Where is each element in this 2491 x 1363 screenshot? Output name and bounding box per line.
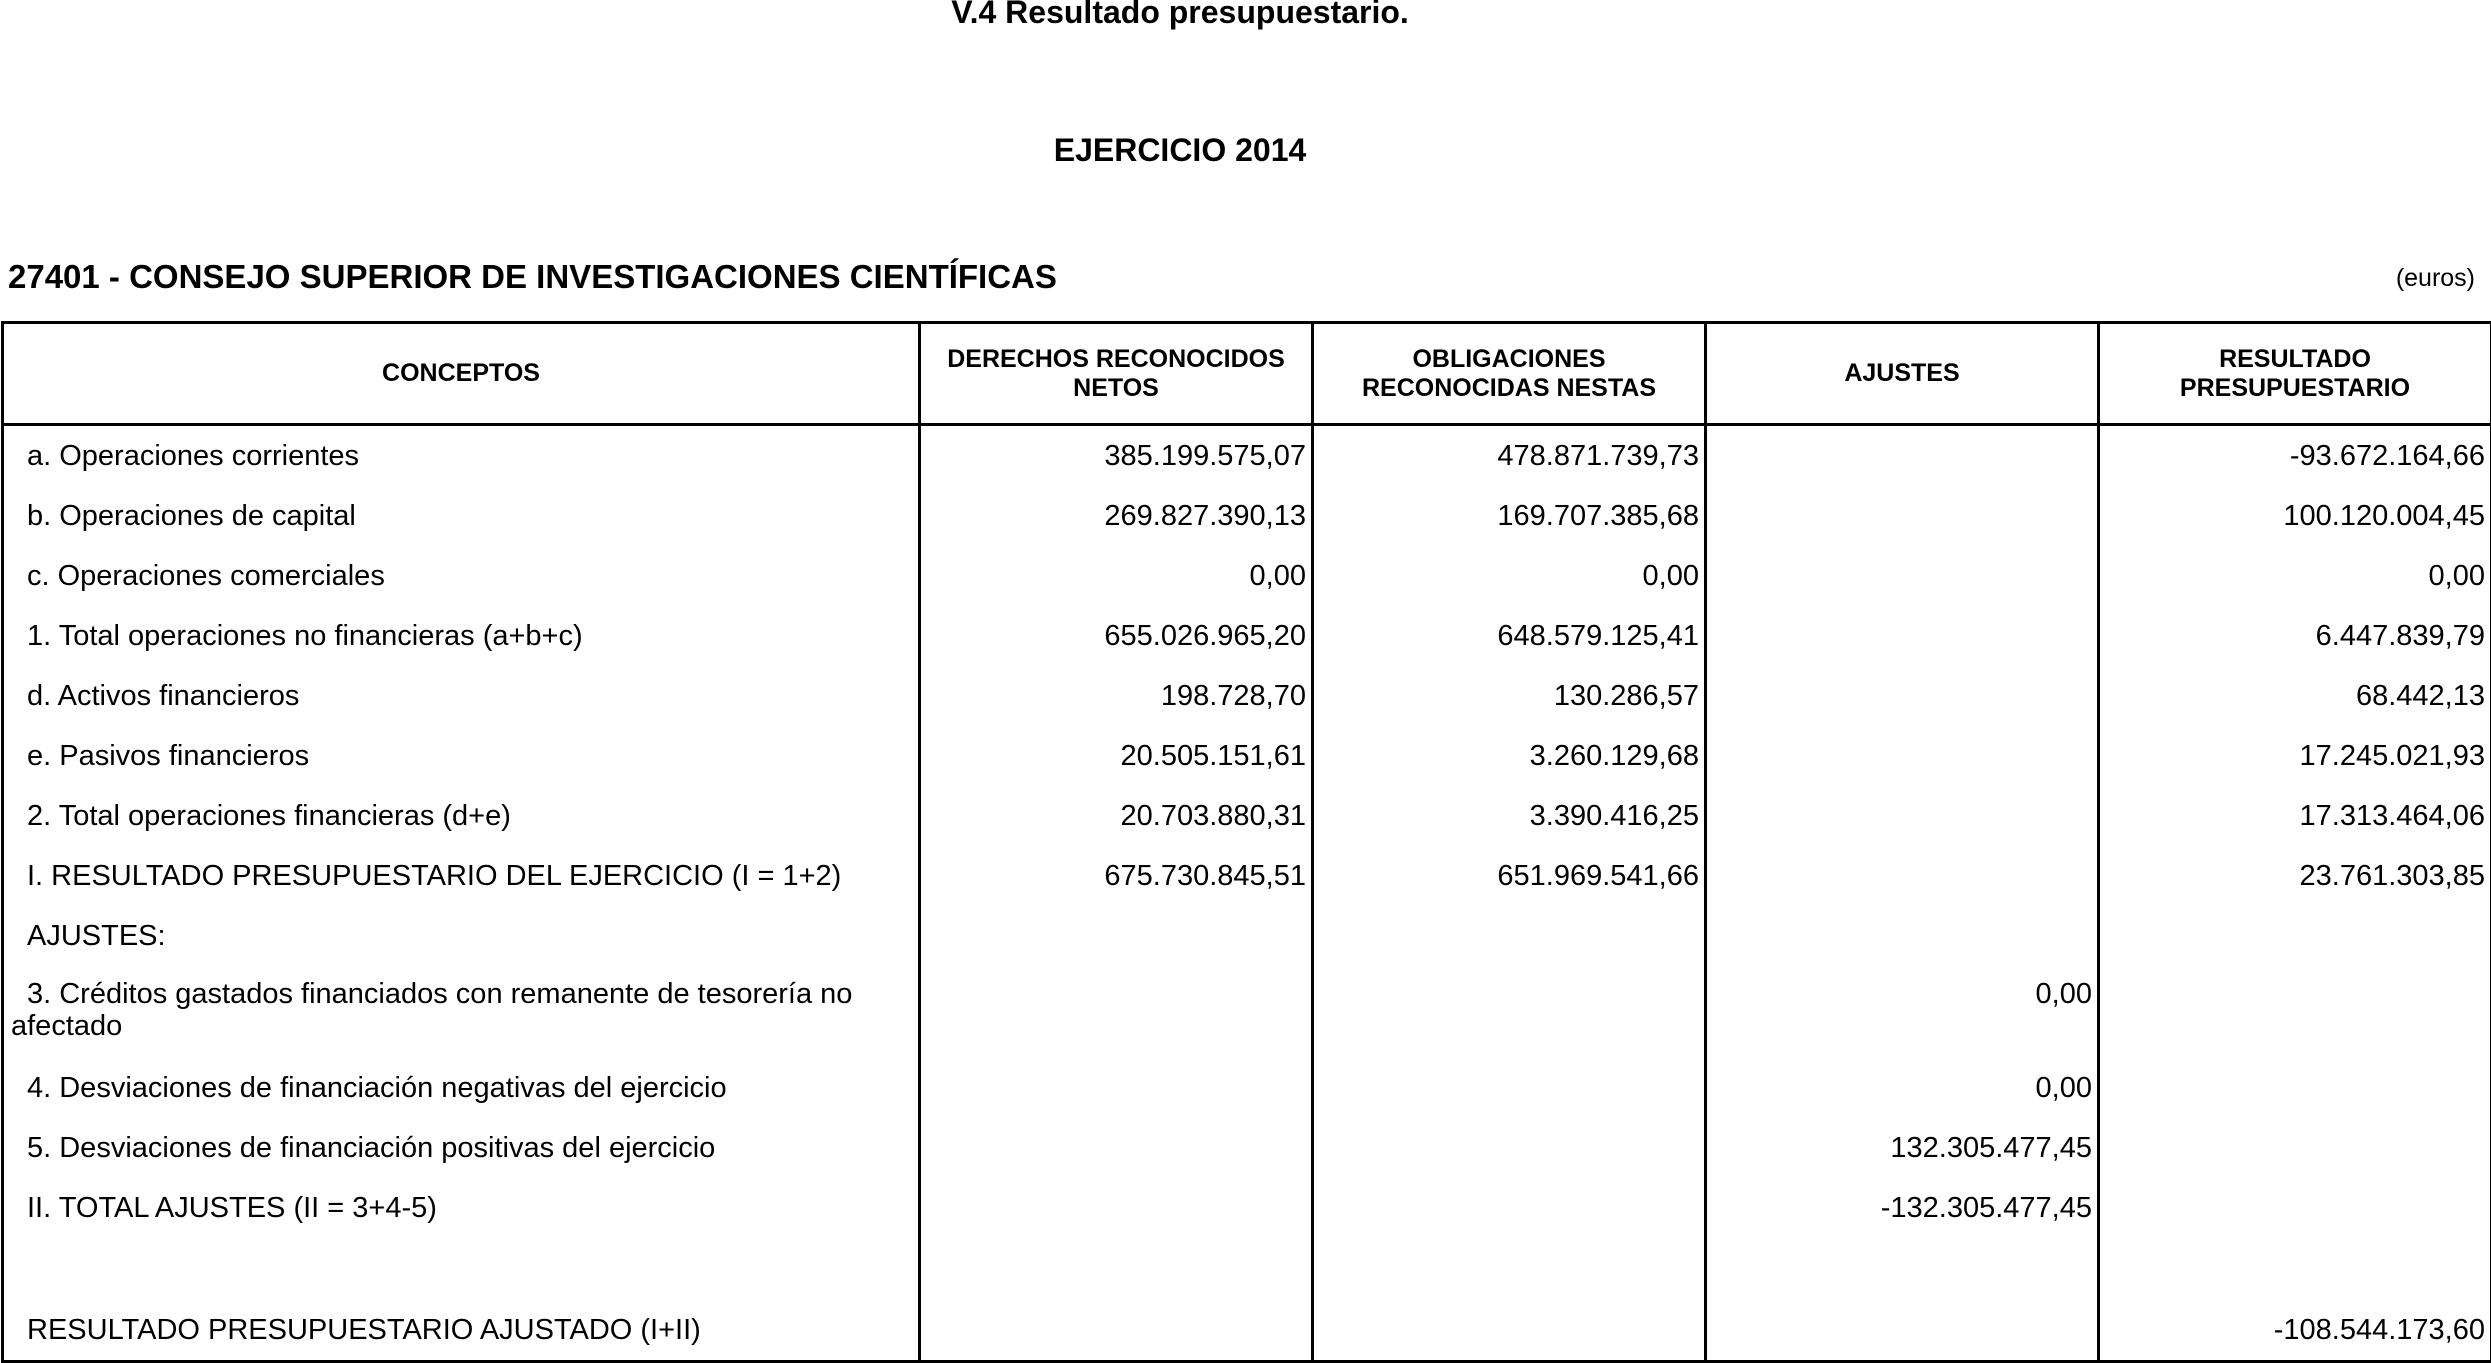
fiscal-year: EJERCICIO 2014 bbox=[0, 132, 2360, 169]
table-row bbox=[3, 546, 2491, 606]
obligaciones-cell: 0,00 bbox=[1313, 546, 1706, 606]
header-resultado: RESULTADO PRESUPUESTARIO bbox=[2099, 323, 2491, 425]
derechos-cell bbox=[920, 1118, 1313, 1178]
obligaciones-cell: 3.390.416,25 bbox=[1313, 786, 1706, 846]
concept-cell: e. Pasivos financieros bbox=[3, 726, 920, 786]
table-row bbox=[3, 966, 2491, 1058]
units-label: (euros) bbox=[2396, 264, 2475, 293]
header-derechos: DERECHOS RECONOCIDOS NETOS bbox=[920, 323, 1313, 425]
derechos-cell bbox=[920, 966, 1313, 1058]
derechos-cell bbox=[920, 1300, 1313, 1362]
concept-cell: II. TOTAL AJUSTES (II = 3+4-5) bbox=[3, 1178, 920, 1238]
obligaciones-cell: 3.260.129,68 bbox=[1313, 726, 1706, 786]
derechos-cell: 0,00 bbox=[920, 546, 1313, 606]
ajustes-cell: 132.305.477,45 bbox=[1706, 1118, 2099, 1178]
budget-result-table bbox=[1, 321, 2491, 1363]
derechos-cell bbox=[920, 1238, 1313, 1300]
resultado-cell: -93.672.164,66 bbox=[2099, 425, 2491, 487]
ajustes-cell bbox=[1706, 846, 2099, 906]
derechos-cell bbox=[920, 906, 1313, 966]
header-ajustes: AJUSTES bbox=[1706, 323, 2099, 425]
table-row bbox=[3, 1300, 2491, 1362]
table-row bbox=[3, 1118, 2491, 1178]
obligaciones-cell: 648.579.125,41 bbox=[1313, 606, 1706, 666]
resultado-cell: 17.245.021,93 bbox=[2099, 726, 2491, 786]
table-row bbox=[3, 666, 2491, 726]
resultado-cell: 23.761.303,85 bbox=[2099, 846, 2491, 906]
resultado-cell: 6.447.839,79 bbox=[2099, 606, 2491, 666]
table-row bbox=[3, 1238, 2491, 1300]
ajustes-cell bbox=[1706, 1238, 2099, 1300]
ajustes-cell bbox=[1706, 726, 2099, 786]
table-row bbox=[3, 846, 2491, 906]
ajustes-cell bbox=[1706, 546, 2099, 606]
ajustes-cell bbox=[1706, 666, 2099, 726]
obligaciones-cell: 651.969.541,66 bbox=[1313, 846, 1706, 906]
concept-cell: RESULTADO PRESUPUESTARIO AJUSTADO (I+II) bbox=[3, 1300, 920, 1362]
concept-cell: d. Activos financieros bbox=[3, 666, 920, 726]
concept-cell: 2. Total operaciones financieras (d+e) bbox=[3, 786, 920, 846]
concept-cell: 1. Total operaciones no financieras (a+b+c) bbox=[3, 606, 920, 666]
ajustes-cell bbox=[1706, 425, 2099, 487]
resultado-cell: 68.442,13 bbox=[2099, 666, 2491, 726]
document-title: V.4 Resultado presupuestario. bbox=[0, 0, 2360, 31]
header-obligaciones: OBLIGACIONES RECONOCIDAS NESTAS bbox=[1313, 323, 1706, 425]
concept-cell: AJUSTES: bbox=[3, 906, 920, 966]
table-row bbox=[3, 726, 2491, 786]
derechos-cell: 675.730.845,51 bbox=[920, 846, 1313, 906]
concept-cell: c. Operaciones comerciales bbox=[3, 546, 920, 606]
resultado-cell bbox=[2099, 1178, 2491, 1238]
resultado-cell: 0,00 bbox=[2099, 546, 2491, 606]
derechos-cell: 20.703.880,31 bbox=[920, 786, 1313, 846]
ajustes-cell bbox=[1706, 786, 2099, 846]
concept-cell: 5. Desviaciones de financiación positivas del ejercicio bbox=[3, 1118, 920, 1178]
table-header-row bbox=[3, 323, 2491, 425]
obligaciones-cell bbox=[1313, 1300, 1706, 1362]
table-row bbox=[3, 1178, 2491, 1238]
resultado-cell: 17.313.464,06 bbox=[2099, 786, 2491, 846]
resultado-cell: -108.544.173,60 bbox=[2099, 1300, 2491, 1362]
derechos-cell bbox=[920, 1058, 1313, 1118]
obligaciones-cell: 478.871.739,73 bbox=[1313, 425, 1706, 487]
obligaciones-cell: 130.286,57 bbox=[1313, 666, 1706, 726]
resultado-cell bbox=[2099, 906, 2491, 966]
table-row bbox=[3, 425, 2491, 487]
resultado-cell bbox=[2099, 1118, 2491, 1178]
ajustes-cell bbox=[1706, 1300, 2099, 1362]
derechos-cell: 269.827.390,13 bbox=[920, 486, 1313, 546]
concept-cell: a. Operaciones corrientes bbox=[3, 425, 920, 487]
derechos-cell: 655.026.965,20 bbox=[920, 606, 1313, 666]
derechos-cell: 198.728,70 bbox=[920, 666, 1313, 726]
obligaciones-cell bbox=[1313, 966, 1706, 1058]
ajustes-cell: 0,00 bbox=[1706, 966, 2099, 1058]
resultado-cell bbox=[2099, 1058, 2491, 1118]
ajustes-cell: -132.305.477,45 bbox=[1706, 1178, 2099, 1238]
ajustes-cell: 0,00 bbox=[1706, 1058, 2099, 1118]
obligaciones-cell bbox=[1313, 1058, 1706, 1118]
ajustes-cell bbox=[1706, 486, 2099, 546]
derechos-cell bbox=[920, 1178, 1313, 1238]
header-conceptos: CONCEPTOS bbox=[3, 323, 920, 425]
concept-cell: 3. Créditos gastados financiados con remanente de tesorería no afectado bbox=[3, 966, 920, 1058]
resultado-cell bbox=[2099, 1238, 2491, 1300]
concept-cell: b. Operaciones de capital bbox=[3, 486, 920, 546]
ajustes-cell bbox=[1706, 906, 2099, 966]
table-row bbox=[3, 606, 2491, 666]
ajustes-cell bbox=[1706, 606, 2099, 666]
table-row bbox=[3, 906, 2491, 966]
obligaciones-cell bbox=[1313, 1238, 1706, 1300]
concept-cell: 4. Desviaciones de financiación negativas del ejercicio bbox=[3, 1058, 920, 1118]
obligaciones-cell: 169.707.385,68 bbox=[1313, 486, 1706, 546]
concept-cell: I. RESULTADO PRESUPUESTARIO DEL EJERCICIO (I = 1+2) bbox=[3, 846, 920, 906]
concept-cell bbox=[3, 1238, 920, 1300]
derechos-cell: 385.199.575,07 bbox=[920, 425, 1313, 487]
obligaciones-cell bbox=[1313, 1118, 1706, 1178]
entity-name: 27401 - CONSEJO SUPERIOR DE INVESTIGACIONES CIENTÍFICAS bbox=[8, 258, 1057, 296]
table-row bbox=[3, 486, 2491, 546]
derechos-cell: 20.505.151,61 bbox=[920, 726, 1313, 786]
table-row bbox=[3, 786, 2491, 846]
obligaciones-cell bbox=[1313, 1178, 1706, 1238]
resultado-cell: 100.120.004,45 bbox=[2099, 486, 2491, 546]
resultado-cell bbox=[2099, 966, 2491, 1058]
table-row bbox=[3, 1058, 2491, 1118]
obligaciones-cell bbox=[1313, 906, 1706, 966]
